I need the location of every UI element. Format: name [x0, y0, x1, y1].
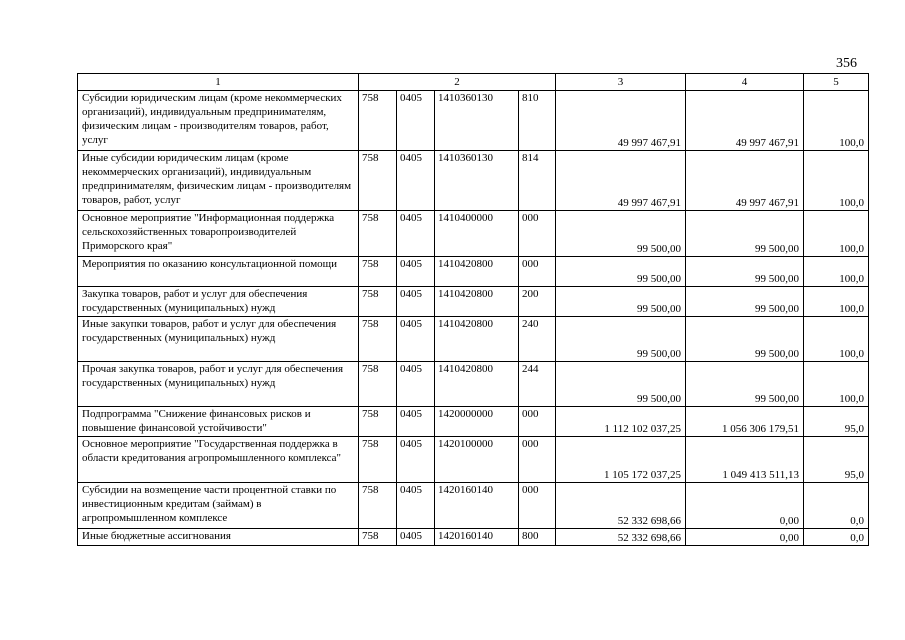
row-col4: 1 049 413 511,13 [686, 437, 804, 483]
table-row [78, 211, 869, 257]
row-col3: 99 500,00 [556, 287, 686, 317]
row-admin-code: 758 [359, 317, 397, 362]
row-col4: 0,00 [686, 529, 804, 546]
row-target-code: 1410400000 [435, 211, 519, 257]
row-col5: 95,0 [804, 407, 869, 437]
row-name: Подпрограмма "Снижение финансовых рисков и повышение финансовой устойчивости" [78, 407, 359, 437]
row-target-code: 1410420800 [435, 362, 519, 407]
row-kind-code: 200 [519, 287, 556, 317]
row-col5: 100,0 [804, 91, 869, 151]
row-section-code: 0405 [397, 407, 435, 437]
row-name: Иные субсидии юридическим лицам (кроме некоммерческих организаций), индивидуальным предпринимателям, физическим лицам - производителям товаров, работ, услуг [78, 151, 359, 211]
row-col4: 49 997 467,91 [686, 91, 804, 151]
row-admin-code: 758 [359, 211, 397, 257]
header-col-5: 5 [804, 74, 869, 91]
row-section-code: 0405 [397, 257, 435, 287]
row-kind-code: 800 [519, 529, 556, 546]
row-col4: 99 500,00 [686, 211, 804, 257]
row-section-code: 0405 [397, 362, 435, 407]
header-col-1: 1 [78, 74, 359, 91]
row-col5: 100,0 [804, 317, 869, 362]
row-col4: 49 997 467,91 [686, 151, 804, 211]
row-kind-code: 814 [519, 151, 556, 211]
row-col4: 99 500,00 [686, 257, 804, 287]
row-kind-code: 000 [519, 211, 556, 257]
row-target-code: 1410420800 [435, 257, 519, 287]
row-admin-code: 758 [359, 287, 397, 317]
row-target-code: 1420160140 [435, 483, 519, 529]
row-kind-code: 810 [519, 91, 556, 151]
row-col5: 100,0 [804, 362, 869, 407]
table-row [78, 257, 869, 287]
header-col-2: 2 [359, 74, 556, 91]
row-target-code: 1410360130 [435, 91, 519, 151]
row-col3: 49 997 467,91 [556, 91, 686, 151]
row-col5: 100,0 [804, 151, 869, 211]
row-section-code: 0405 [397, 529, 435, 546]
row-name: Субсидии юридическим лицам (кроме некоммерческих организаций), индивидуальным предпринимателям, физическим лицам - производителям товаров, работ, услуг [78, 91, 359, 151]
row-section-code: 0405 [397, 437, 435, 483]
row-target-code: 1410420800 [435, 287, 519, 317]
row-name: Закупка товаров, работ и услуг для обеспечения государственных (муниципальных) нужд [78, 287, 359, 317]
row-col3: 1 112 102 037,25 [556, 407, 686, 437]
row-col3: 99 500,00 [556, 211, 686, 257]
table-row [78, 362, 869, 407]
row-col4: 0,00 [686, 483, 804, 529]
row-section-code: 0405 [397, 287, 435, 317]
row-section-code: 0405 [397, 317, 435, 362]
row-admin-code: 758 [359, 529, 397, 546]
row-section-code: 0405 [397, 211, 435, 257]
row-name: Основное мероприятие "Информационная поддержка сельскохозяйственных товаропроизводителей Приморского края" [78, 211, 359, 257]
row-col5: 0,0 [804, 529, 869, 546]
table-row [78, 91, 869, 151]
row-name: Основное мероприятие "Государственная поддержка в области кредитования агропромышленного комплекса" [78, 437, 359, 483]
row-target-code: 1420100000 [435, 437, 519, 483]
header-row [78, 74, 869, 91]
row-col4: 99 500,00 [686, 317, 804, 362]
row-admin-code: 758 [359, 407, 397, 437]
table-row [78, 437, 869, 483]
table-row [78, 407, 869, 437]
row-kind-code: 000 [519, 257, 556, 287]
row-target-code: 1410420800 [435, 317, 519, 362]
row-section-code: 0405 [397, 151, 435, 211]
table-row [78, 483, 869, 529]
row-target-code: 1410360130 [435, 151, 519, 211]
row-col3: 52 332 698,66 [556, 529, 686, 546]
row-col4: 99 500,00 [686, 287, 804, 317]
row-col3: 99 500,00 [556, 317, 686, 362]
row-kind-code: 000 [519, 407, 556, 437]
row-name: Прочая закупка товаров, работ и услуг для обеспечения государственных (муниципальных) нужд [78, 362, 359, 407]
header-col-4: 4 [686, 74, 804, 91]
row-target-code: 1420160140 [435, 529, 519, 546]
row-admin-code: 758 [359, 91, 397, 151]
row-admin-code: 758 [359, 483, 397, 529]
row-name: Иные закупки товаров, работ и услуг для обеспечения государственных (муниципальных) нужд [78, 317, 359, 362]
page-number: 356 [836, 56, 857, 71]
row-col4: 99 500,00 [686, 362, 804, 407]
row-col4: 1 056 306 179,51 [686, 407, 804, 437]
row-name: Субсидии на возмещение части процентной ставки по инвестиционным кредитам (займам) в агропромышленном комплексе [78, 483, 359, 529]
row-kind-code: 240 [519, 317, 556, 362]
row-col5: 100,0 [804, 211, 869, 257]
row-col3: 99 500,00 [556, 362, 686, 407]
row-section-code: 0405 [397, 91, 435, 151]
table-row [78, 151, 869, 211]
row-kind-code: 000 [519, 483, 556, 529]
row-section-code: 0405 [397, 483, 435, 529]
row-admin-code: 758 [359, 257, 397, 287]
row-target-code: 1420000000 [435, 407, 519, 437]
row-col3: 99 500,00 [556, 257, 686, 287]
row-kind-code: 000 [519, 437, 556, 483]
row-name: Мероприятия по оказанию консультационной помощи [78, 257, 359, 287]
table-row [78, 529, 869, 546]
row-col5: 100,0 [804, 257, 869, 287]
budget-table [77, 73, 869, 546]
row-col5: 0,0 [804, 483, 869, 529]
row-col3: 49 997 467,91 [556, 151, 686, 211]
row-col3: 52 332 698,66 [556, 483, 686, 529]
row-admin-code: 758 [359, 362, 397, 407]
row-kind-code: 244 [519, 362, 556, 407]
table-row [78, 287, 869, 317]
row-admin-code: 758 [359, 437, 397, 483]
header-col-3: 3 [556, 74, 686, 91]
table-row [78, 317, 869, 362]
row-col5: 100,0 [804, 287, 869, 317]
row-col5: 95,0 [804, 437, 869, 483]
row-admin-code: 758 [359, 151, 397, 211]
row-col3: 1 105 172 037,25 [556, 437, 686, 483]
row-name: Иные бюджетные ассигнования [78, 529, 359, 546]
